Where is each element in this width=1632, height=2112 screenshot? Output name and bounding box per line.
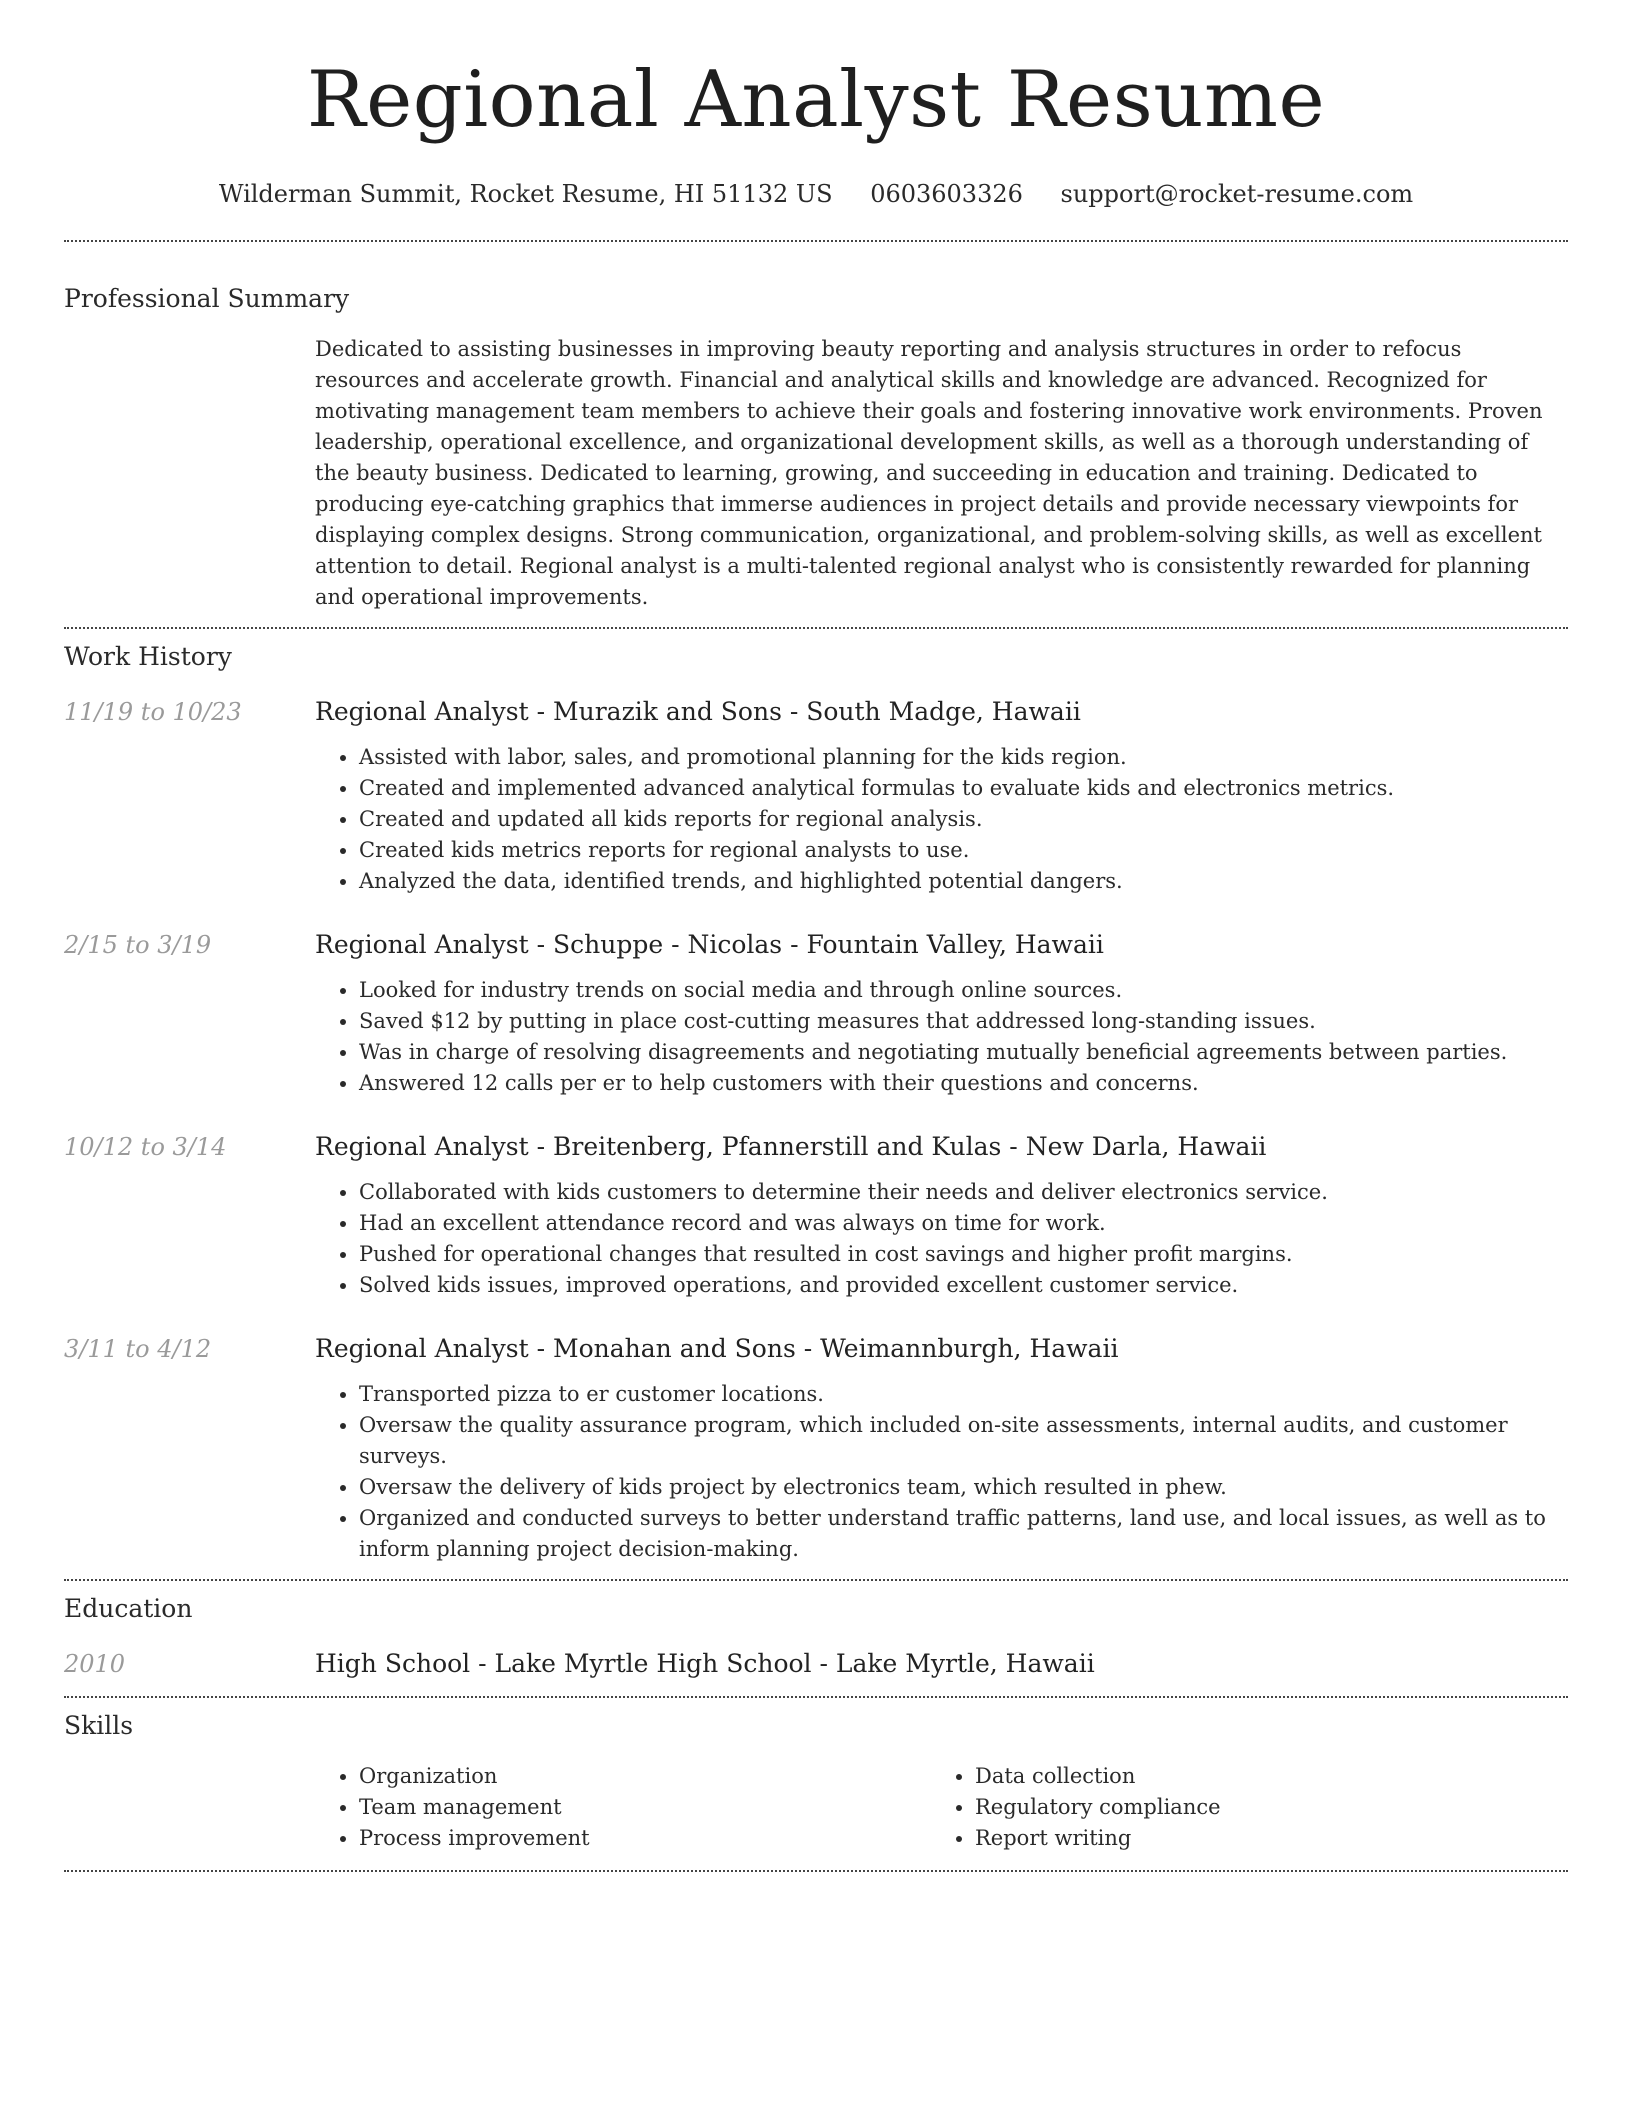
email: support@rocket-resume.com	[1060, 180, 1414, 208]
list-item: • Created and updated all kids reports for regional analysis.	[359, 804, 1568, 835]
list-item: • Transported pizza to er customer locations.	[359, 1379, 1568, 1410]
resume-title: Regional Analyst Resume	[306, 55, 1326, 145]
summary-section	[64, 242, 1568, 613]
list-item: • Pushed for operational changes that resulted in cost savings and higher profit margins.	[359, 1239, 1568, 1270]
section-title-education: Education	[64, 1594, 193, 1623]
skill-item: • Data collection	[975, 1761, 1547, 1792]
list-item: • Created and implemented advanced analytical formulas to evaluate kids and electronics metrics.	[359, 773, 1568, 804]
job-bullets	[315, 975, 1568, 1099]
job-dates: 11/19 to 10/23	[64, 698, 242, 726]
job-entry	[64, 696, 1568, 897]
skills-column-2	[931, 1761, 1547, 1854]
skill-item: • Report writing	[975, 1823, 1547, 1854]
list-item: • Organized and conducted surveys to better understand traffic patterns, land use, and local issues, as well as to inform planning project decision-making.	[359, 1503, 1568, 1565]
phone: 0603603326	[870, 180, 1023, 208]
section-title-summary: Professional Summary	[64, 284, 350, 313]
job-entry	[64, 929, 1568, 1099]
list-item: • Answered 12 calls per er to help customers with their questions and concerns.	[359, 1068, 1568, 1099]
list-item: • Solved kids issues, improved operations, and provided excellent customer service.	[359, 1270, 1568, 1301]
job-title: Regional Analyst - Breitenberg, Pfannerstill and Kulas - New Darla, Hawaii	[315, 1132, 1267, 1161]
list-item: • Analyzed the data, identified trends, and highlighted potential dangers.	[359, 866, 1568, 897]
job-entry	[64, 1131, 1568, 1301]
job-bullets	[315, 742, 1568, 897]
list-item: • Collaborated with kids customers to determine their needs and deliver electronics service.	[359, 1177, 1568, 1208]
job-dates: 10/12 to 3/14	[64, 1133, 227, 1161]
section-title-skills: Skills	[64, 1711, 134, 1740]
list-item: • Saved $12 by putting in place cost-cutting measures that addressed long-standing issues.	[359, 1006, 1568, 1037]
list-item: • Oversaw the quality assurance program, which included on-site assessments, internal audits, and customer surveys.	[359, 1410, 1568, 1472]
skill-item: • Regulatory compliance	[975, 1792, 1547, 1823]
contact-line	[64, 178, 1568, 210]
skills-section	[64, 1698, 1568, 1854]
job-dates: 3/11 to 4/12	[64, 1335, 212, 1363]
address: Wilderman Summit, Rocket Resume, HI 51132 US	[218, 180, 833, 208]
job-title: Regional Analyst - Murazik and Sons - South Madge, Hawaii	[315, 697, 1081, 726]
education-section	[64, 1581, 1568, 1680]
list-item: • Was in charge of resolving disagreements and negotiating mutually beneficial agreements between parties.	[359, 1037, 1568, 1068]
skill-item: • Team management	[359, 1792, 931, 1823]
list-item: • Had an excellent attendance record and was always on time for work.	[359, 1208, 1568, 1239]
job-dates: 2/15 to 3/19	[64, 931, 212, 959]
education-entry: High School - Lake Myrtle High School - Lake Myrtle, Hawaii	[315, 1649, 1095, 1678]
section-title-work-history: Work History	[64, 642, 232, 671]
job-title: Regional Analyst - Schuppe - Nicolas - Fountain Valley, Hawaii	[315, 930, 1104, 959]
education-year: 2010	[64, 1650, 126, 1678]
job-bullets	[315, 1379, 1568, 1565]
job-title: Regional Analyst - Monahan and Sons - Weimannburgh, Hawaii	[315, 1334, 1119, 1363]
work-history-section	[64, 629, 1568, 1565]
job-entry	[64, 1333, 1568, 1565]
skill-item: • Process improvement	[359, 1823, 931, 1854]
list-item: • Looked for industry trends on social media and through online sources.	[359, 975, 1568, 1006]
list-item: • Assisted with labor, sales, and promotional planning for the kids region.	[359, 742, 1568, 773]
list-item: • Oversaw the delivery of kids project by electronics team, which resulted in phew.	[359, 1472, 1568, 1503]
list-item: • Created kids metrics reports for regional analysts to use.	[359, 835, 1568, 866]
job-bullets	[315, 1177, 1568, 1301]
summary-text: Dedicated to assisting businesses in improving beauty reporting and analysis structures in order to refocus resources and accelerate growth. Financial and analytical skills and knowledge are advanced. Recognized for motivating management team members to achieve their goals and fostering innovative work environments. Proven leadership, operational excellence, and organizational development skills, as well as a thorough understanding of the beauty business. Dedicated to learning, growing, and succeeding in education and training. Dedicated to producing eye-catching graphics that immerse audiences in project details and provide necessary viewpoints for displaying complex designs. Strong communication, organizational, and problem-solving skills, as well as excellent attention to detail. Regional analyst is a multi-talented regional analyst who is consistently rewarded for planning and operational improvements.	[315, 337, 1543, 609]
skill-item: • Organization	[359, 1761, 931, 1792]
divider	[64, 1870, 1568, 1872]
skills-grid	[315, 1761, 1568, 1854]
skills-column-1	[315, 1761, 931, 1854]
